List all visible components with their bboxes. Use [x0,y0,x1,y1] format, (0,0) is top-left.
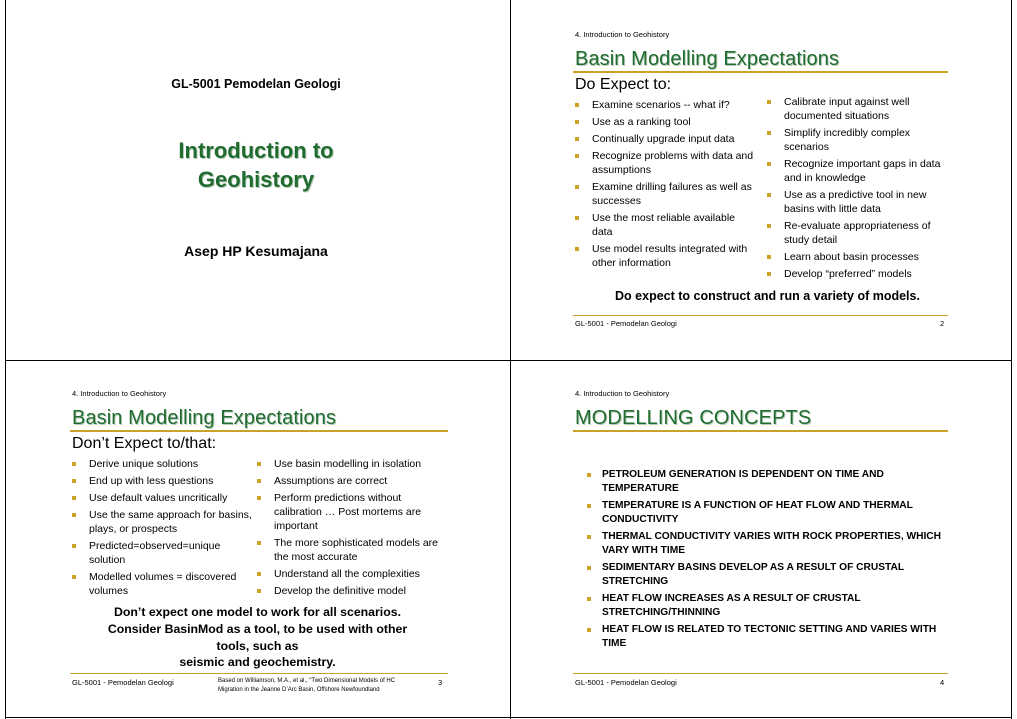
bullet-icon [767,272,771,276]
list-item: Use basin modelling in isolation [257,457,447,471]
list-item: Recognize problems with data and assumptions [575,149,755,177]
list-item: HEAT FLOW IS RELATED TO TECTONIC SETTING AND VARIES WITH TIME [587,623,947,650]
slide-title: Basin Modelling Expectations [575,48,840,70]
list-item: Modelled volumes = discovered volumes [72,570,252,598]
slide-header: 4. Introduction to Geohistory [575,389,670,398]
list-item: Use the most reliable available data [575,211,755,239]
list-item: Use as a predictive tool in new basins with little data [767,188,947,216]
list-item: Re-evaluate appropriateness of study detail [767,219,947,247]
bullet-icon [587,597,591,601]
list-item: Assumptions are correct [257,474,447,488]
bullet-icon [575,185,579,189]
bullet-icon [257,589,261,593]
bullet-icon [257,496,261,500]
list-item: Use as a ranking tool [575,115,755,129]
list-item: SEDIMENTARY BASINS DEVELOP AS A RESULT OF CRUSTAL STRETCHING [587,561,947,588]
list-item: Derive unique solutions [72,457,252,471]
footer-course: GL-5001 - Pemodelan Geologi [575,319,677,328]
footer-rule [573,315,948,316]
bullet-icon [767,224,771,228]
bullet-icon [587,473,591,477]
bullet-icon [575,137,579,141]
conclusion-line-4: seismic and geochemistry. [179,655,336,669]
bullet-icon [72,575,76,579]
bullet-icon [575,216,579,220]
bullet-icon [575,120,579,124]
bullet-icon [72,513,76,517]
list-item: End up with less questions [72,474,252,488]
list-item: Continually upgrade input data [575,132,755,146]
slide-header: 4. Introduction to Geohistory [575,30,670,39]
conclusion-line-2: Consider BasinMod as a tool, to be used with other [107,622,408,636]
frame-right-border [1011,0,1012,719]
footer-course: GL-5001 - Pemodelan Geologi [72,678,174,687]
bullet-icon [72,496,76,500]
list-item: Develop the definitive model [257,584,447,598]
bullet-icon [72,462,76,466]
list-item: Recognize important gaps in data and in knowledge [767,157,947,185]
list-item: Understand all the complexities [257,567,447,581]
subheading: Do Expect to: [575,76,672,93]
page-number: 2 [940,319,945,328]
frame-middle-divider [5,360,1011,361]
title-underline [573,430,948,432]
bullet-icon [257,462,261,466]
author-name: Asep HP Kesumajana [184,243,328,259]
dont-expect-right-list [257,457,447,601]
conclusion-line-1: Don’t expect one model to work for all scenarios. [114,605,401,619]
do-expect-left-list [575,98,755,273]
subheading: Don’t Expect to/that: [72,435,217,452]
frame-bottom-border [5,717,1011,718]
bullet-icon [257,572,261,576]
slide-header: 4. Introduction to Geohistory [72,389,167,398]
footer-course: GL-5001 - Pemodelan Geologi [575,678,677,687]
list-item: HEAT FLOW INCREASES AS A RESULT OF CRUSTAL STRETCHING/THINNING [587,592,947,619]
list-item: Use the same approach for basins, plays, or prospects [72,508,252,536]
list-item: The more sophisticated models are the most accurate [257,536,447,564]
title-underline [70,430,448,432]
list-item: Use default values uncritically [72,491,252,505]
dont-expect-left-list [72,457,252,601]
bullet-icon [257,541,261,545]
title-underline [573,71,948,73]
bullet-icon [767,100,771,104]
page-number: 4 [940,678,945,687]
page-number: 3 [438,678,443,687]
bullet-icon [587,504,591,508]
bullet-icon [587,628,591,632]
footer-citation-line-2: Migration in the Jeanne D’Arc Basin, Offshore Newfoundland [218,687,380,693]
bullet-icon [575,247,579,251]
bullet-icon [767,131,771,135]
bullet-icon [257,479,261,483]
presentation-title-line-2: Geohistory [197,167,315,192]
do-expect-right-list [767,95,947,284]
bullet-icon [575,154,579,158]
list-item: Predicted=observed=unique solution [72,539,252,567]
bullet-icon [72,544,76,548]
footer-rule [70,673,448,674]
list-item: Calibrate input against well documented situations [767,95,947,123]
list-item: Use model results integrated with other information [575,242,755,270]
bullet-icon [767,193,771,197]
presentation-title-line-1: Introduction to [178,138,334,163]
list-item: PETROLEUM GENERATION IS DEPENDENT ON TIME AND TEMPERATURE [587,468,947,495]
slide-title: MODELLING CONCEPTS [575,407,812,429]
list-item: TEMPERATURE IS A FUNCTION OF HEAT FLOW AND THERMAL CONDUCTIVITY [587,499,947,526]
bullet-icon [587,566,591,570]
bullet-icon [767,162,771,166]
bullet-icon [767,255,771,259]
list-item: THERMAL CONDUCTIVITY VARIES WITH ROCK PROPERTIES, WHICH VARY WITH TIME [587,530,947,557]
list-item: Develop “preferred” models [767,267,947,281]
footer-citation-line-1: Based on Williamson, M.A., et al., “Two Dimensional Models of HC [218,678,396,684]
conclusion-text: Do expect to construct and run a variety of models. [615,289,920,303]
bullet-icon [587,535,591,539]
course-name: GL-5001 Pemodelan Geologi [171,77,341,91]
footer-rule [573,673,948,674]
list-item: Simplify incredibly complex scenarios [767,126,947,154]
slide-title: Basin Modelling Expectations [72,407,337,429]
bullet-icon [575,103,579,107]
bullet-icon [72,479,76,483]
list-item: Examine drilling failures as well as successes [575,180,755,208]
list-item: Perform predictions without calibration … Post mortems are important [257,491,447,533]
concepts-list [587,468,947,654]
list-item: Examine scenarios -- what if? [575,98,755,112]
list-item: Learn about basin processes [767,250,947,264]
conclusion-line-3: tools, such as [216,639,299,653]
